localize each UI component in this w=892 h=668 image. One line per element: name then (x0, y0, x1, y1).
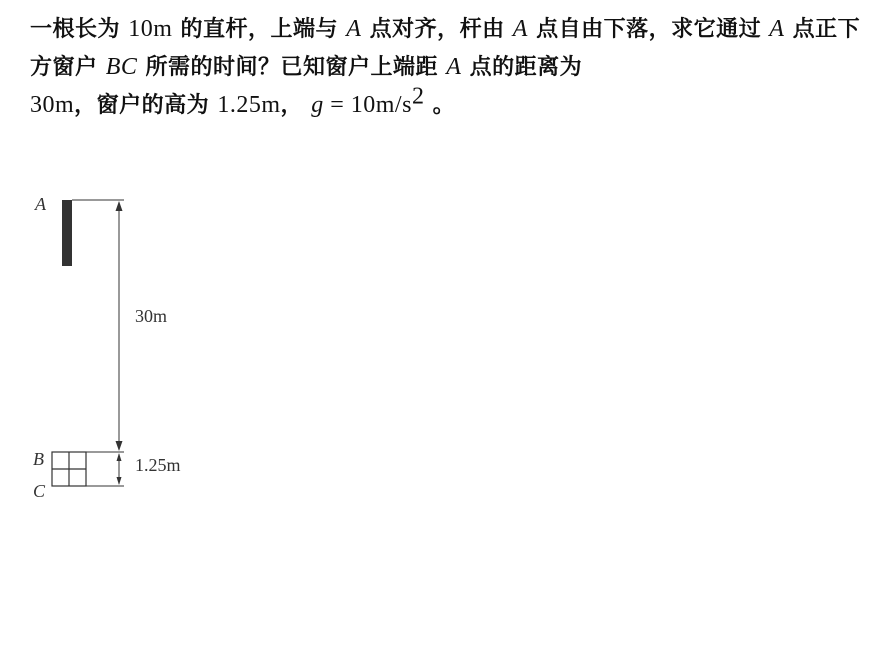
problem-text-5: 点正下方窗户 (30, 16, 861, 80)
point-a-ref: A (346, 16, 362, 42)
g-value: = 10m/s (323, 92, 412, 118)
problem-text-3: 点对齐，杆由 (369, 16, 505, 42)
problem-text-10: 。 (432, 92, 456, 118)
point-a-ref: A (512, 16, 528, 42)
distance-label: 30m (135, 306, 168, 326)
problem-text-6: 所需的时间？已知窗户上端距 (145, 54, 439, 80)
problem-text-9: ， (280, 92, 304, 118)
distance-arrow-up (116, 201, 123, 211)
distance-value: 30m (30, 92, 75, 118)
problem-text-2: 的直杆，上端与 (180, 16, 339, 42)
problem-text-7: 点的距离为 (469, 54, 583, 80)
point-a-ref: A (769, 16, 785, 42)
window-bc-ref: BC (105, 54, 138, 80)
problem-text-8: ，窗户的高为 (74, 92, 210, 118)
label-c: C (33, 481, 46, 501)
g-symbol: g (311, 92, 324, 118)
window-height-value: 1.25m (217, 92, 281, 118)
problem-text-1: 一根长为 (30, 16, 121, 42)
window-height-label: 1.25m (135, 455, 181, 475)
label-a: A (35, 194, 46, 214)
window-arrow-up (117, 453, 122, 461)
point-a-ref: A (446, 54, 462, 80)
problem-text-4: 点自由下落，求它通过 (536, 16, 762, 42)
window-arrow-down (117, 477, 122, 485)
rod (62, 200, 72, 266)
g-exponent: 2 (411, 83, 425, 110)
rod-length: 10m (128, 16, 173, 42)
label-b: B (33, 449, 44, 469)
distance-arrow-down (116, 441, 123, 451)
